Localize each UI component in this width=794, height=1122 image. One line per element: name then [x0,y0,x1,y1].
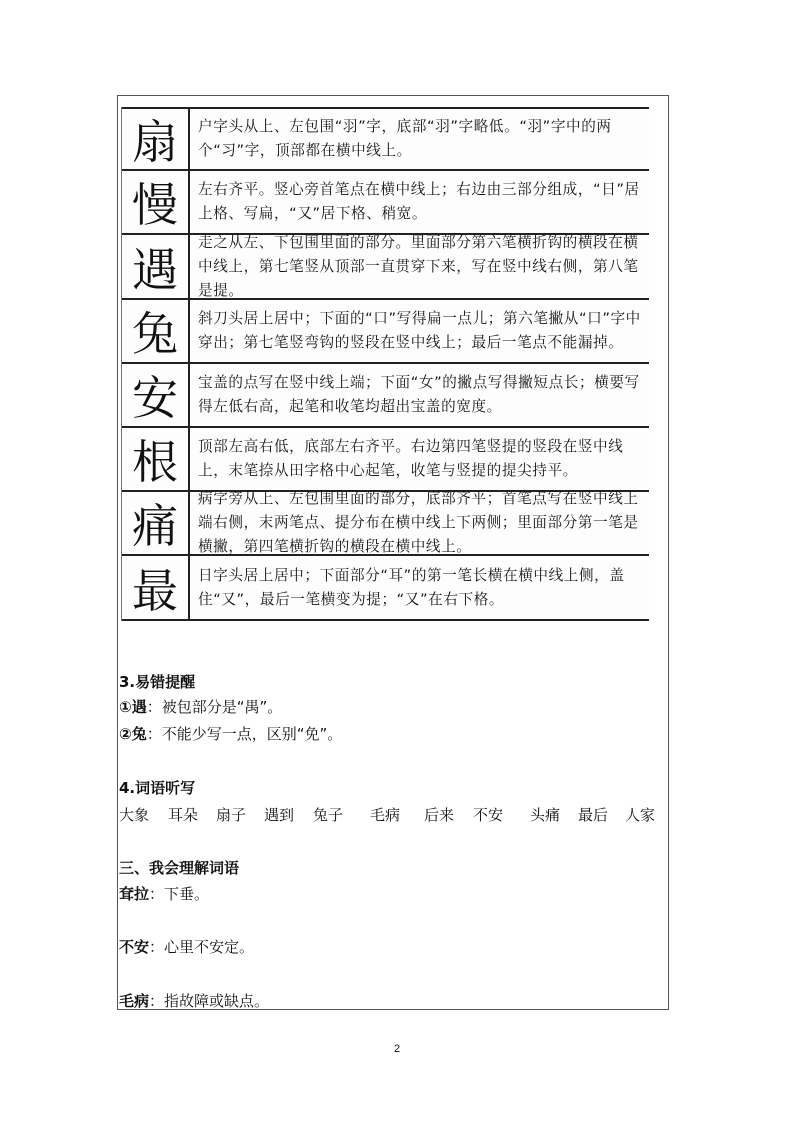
char-description: 病字旁从上、左包围里面的部分，底部齐平；首笔点写在竖中线上端右侧，末两笔点、提分布在横中线上下两侧；里面部分第一笔是横撇，第四笔横折钩的横段在横中线上。 [198,490,639,555]
vocab-item-2-term: 不安 [119,938,150,956]
stroke-guide-table [121,107,649,621]
mistake-item-1-head: ①遇 [119,698,147,716]
char-cell: 慢 [122,171,190,233]
vocab-item-3-term: 毛病 [119,992,150,1010]
char-row [122,171,649,235]
dictation-word: 兔子 [313,806,344,824]
mistake-item-2-text: ：不能少写一点，区别“免”。 [146,725,343,743]
char-cell: 兔 [122,300,190,362]
char-cell: 最 [122,556,190,619]
dictation-word: 后来 [424,806,455,824]
section-4-title: 4.词语听写 [119,779,196,797]
dictation-word: 人家 [625,806,656,824]
char-description: 宝盖的点写在竖中线上端；下面“女”的撇点写得撇短点长；横要写得左低右高，起笔和收笔均超出宝盖的宽度。 [198,374,640,415]
char-row [122,556,649,621]
mistake-item-2-head: ②兔 [119,725,147,743]
dictation-word: 大象 [119,806,150,824]
char-row [122,107,649,171]
char-cell: 遇 [122,235,190,298]
char-cell: 痛 [122,492,190,554]
char-description: 顶部左高右低，底部左右齐平。右边第四笔竖提的竖段在竖中线上，末笔捺从田字格中心起笔，收笔与竖提的提尖持平。 [198,438,624,479]
dictation-word: 不安 [473,806,504,824]
dictation-word: 头痛 [530,806,561,824]
char-description: 户字头从上、左包围“羽”字，底部“羽”字略低。“羽”字中的两个“习”字，顶部都在横中线上。 [198,118,612,159]
char-description: 左右齐平。竖心旁首笔点在横中线上；右边由三部分组成，“日”居上格、写扁，“又”居下格、稍宽。 [198,181,640,222]
dictation-word: 扇子 [216,806,247,824]
mistake-item-1-text: ：被包部分是“禺”。 [146,698,283,716]
char-cell: 根 [122,428,190,490]
section-3-title: 3.易错提醒 [119,673,196,691]
vocab-item-3-def: ：指故障或缺点。 [149,992,270,1010]
char-row [122,300,649,364]
char-row [122,235,649,300]
vocab-item-1-def: ：下垂。 [149,885,210,903]
char-cell: 扇 [122,109,190,169]
mistake-item-2 [119,724,342,744]
dictation-word: 最后 [578,806,609,824]
vocab-item-2-def: ：心里不安定。 [149,938,255,956]
char-row [122,428,649,492]
section-three-title: 三、我会理解词语 [119,859,240,877]
char-row [122,364,649,428]
dictation-word: 遇到 [264,806,295,824]
page-number: 2 [393,1043,401,1055]
char-description: 走之从左、下包围里面的部分。里面部分第六笔横折钩的横段在横中线上，第七笔竖从顶部一直贯穿下来，写在竖中线右侧，第八笔是提。 [198,233,639,299]
dictation-word: 毛病 [370,806,401,824]
mistake-item-1 [119,697,282,717]
char-description: 日字头居上居中；下面部分“耳”的第一笔长横在横中线上侧，盖住“又”，最后一笔横变为提；“又”在右下格。 [198,566,625,608]
vocab-item-1 [119,884,209,904]
char-row [122,492,649,556]
vocab-item-2 [119,937,254,957]
vocab-item-3 [119,991,269,1011]
vocab-item-1-term: 耷拉 [119,885,150,903]
char-description: 斜刀头居上居中；下面的“口”写得扁一点儿；第六笔撇从“口”字中穿出；第七笔竖弯钩的竖段在竖中线上；最后一笔点不能漏掉。 [198,310,641,351]
dictation-word: 耳朵 [168,806,199,824]
char-cell: 安 [122,364,190,426]
